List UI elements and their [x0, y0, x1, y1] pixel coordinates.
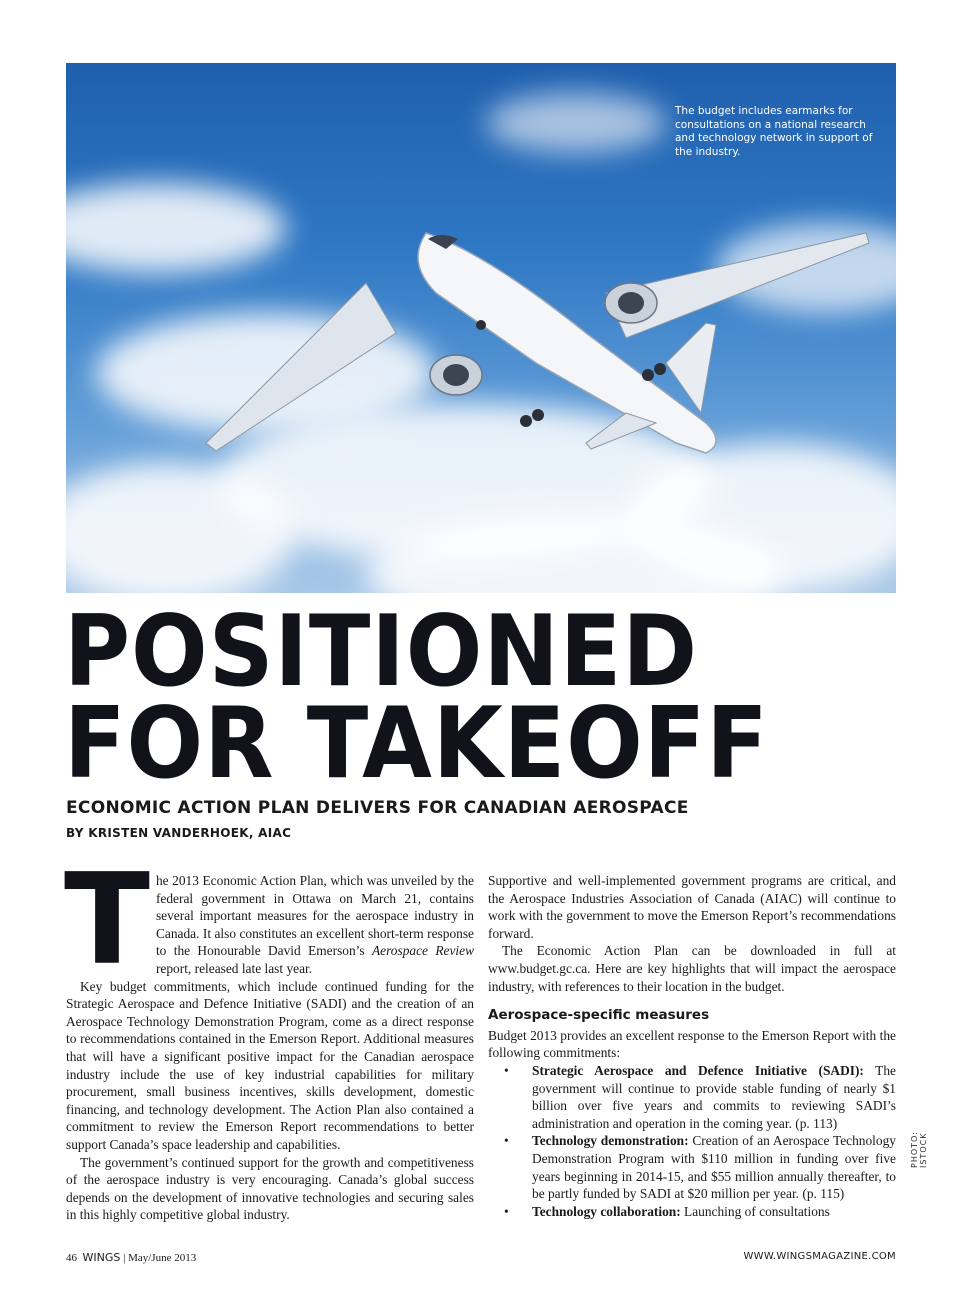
headline-line-2: FOR TAKEOFF [64, 687, 769, 801]
paragraph-6: Budget 2013 provides an excellent response to the Emerson Report with the following commitments: [488, 1027, 896, 1061]
magazine-name: WINGS [82, 1251, 121, 1264]
paragraph-3: The government’s continued support for the growth and competitiveness of the aerospace industry is very encouraging. Canada’s global success depends on the development of innovative technologies and securing sales in this highly competitive global industry. [66, 1154, 474, 1223]
issue-date: May/June 2013 [128, 1252, 197, 1264]
photo-caption: The budget includes earmarks for consultations on a national research and technology network in support of the industry. [675, 105, 873, 158]
byline: BY KRISTEN VANDERHOEK, AIAC [66, 826, 292, 840]
article-column-1 [64, 846, 475, 1224]
page-number: 46 [66, 1252, 77, 1264]
dek: ECONOMIC ACTION PLAN DELIVERS FOR CANADIAN AEROSPACE [66, 798, 689, 818]
paragraph-1: The 2013 Economic Action Plan, which was unveiled by the federal government in Ottawa on March 21, contains several important measures for the aerospace industry in Canada. It also constitutes an excellent short-term response to the Honourable David Emerson’s Aerospace Review report, released late last year. [64, 846, 475, 993]
headline-line-1: POSITIONED [64, 595, 698, 709]
commitment-list [488, 1062, 896, 1220]
paragraph-5: The Economic Action Plan can be downloaded in full at www.budget.gc.ca. Here are key highlights that will impact the aerospace industry, with references to their location in the budget. [488, 943, 896, 994]
list-item: • Strategic Aerospace and Defence Initiative (SADI): The government will continue to provide stable funding of nearly $1 billion over five years and commits to reviewing SADI’s administration and operation in the coming year. (p. 113) [532, 1062, 896, 1132]
hero-photo [66, 63, 896, 593]
list-item: • Technology collaboration: Launching of consultations [532, 1203, 896, 1221]
drop-cap: T [64, 846, 150, 993]
list-item: • Technology demonstration: Creation of an Aerospace Technology Demonstration Program with $110 million in funding over five years beginning in 2014-15, and $55 million annually thereafter, to be partly funded by SADI at $20 million per year. (p. 115) [532, 1132, 896, 1202]
photo-credit: PHOTO: ISTOCK [910, 1131, 928, 1168]
article-column-2 [488, 872, 896, 1220]
paragraph-4: Supportive and well-implemented government programs are critical, and the Aerospace Industries Association of Canada (AIAC) will continue to work with the government to move the Emerson Report’s recommendations forward. [488, 873, 896, 941]
paragraph-2: Key budget commitments, which include continued funding for the Strategic Aerospace and Defence Initiative (SADI) and the creation of an Aerospace Technology Demonstration Program, come as a direct response to recommendations contained in the Emerson Report. Additional measures that will have a significant positive impact for the Canadian aerospace industry include the use of key industrial capabilities for military procurement, small business incentives, skills development, domestic financing, and technology development. The Action Plan also contained a commitment to review the Emerson Report recommendations to better support Canada’s space leadership and capabilities. [66, 978, 474, 1152]
report-title: Aerospace Review [371, 943, 475, 959]
headline [64, 595, 837, 801]
page-folio: 46 WINGS | May/June 2013 [66, 1251, 197, 1264]
section-subhead: Aerospace-specific measures [488, 1007, 710, 1024]
website-link[interactable]: WWW.WINGSMAGAZINE.COM [743, 1251, 896, 1262]
